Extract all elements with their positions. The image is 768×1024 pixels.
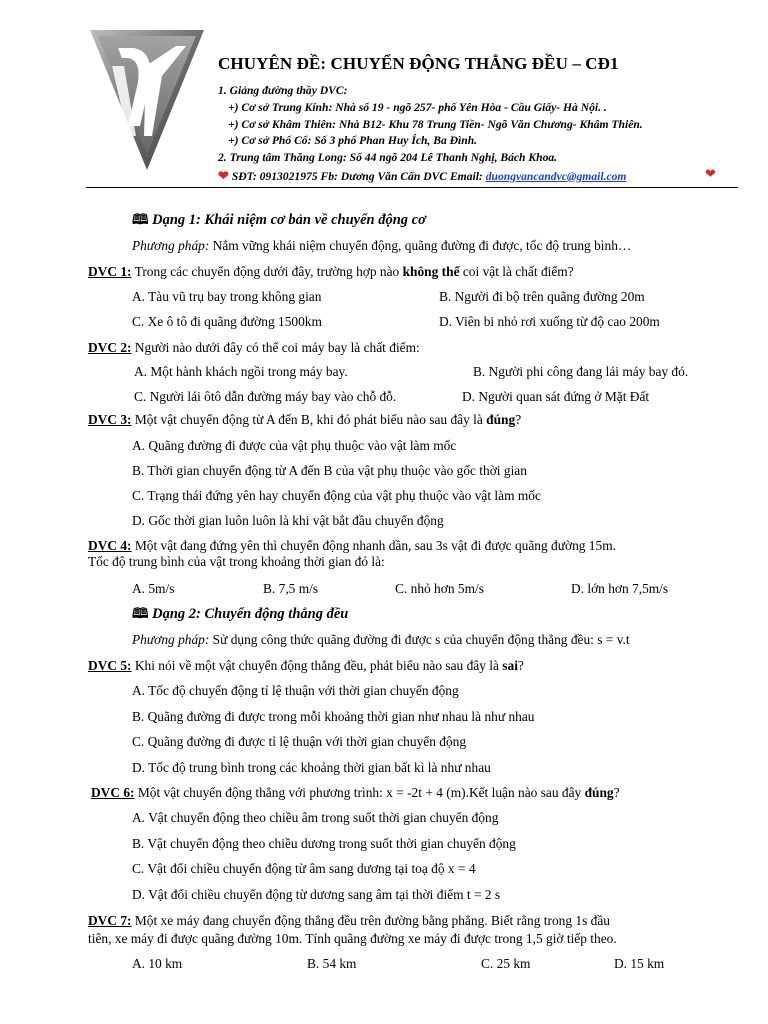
- q7-option-c: C. 25 km: [481, 956, 531, 971]
- question-text: Một vật chuyển động thẳng với phương trình: x = -2t + 4 (m).Kết luận nào sau đây: [134, 785, 585, 800]
- question-label: DVC 7:: [88, 913, 132, 928]
- header-line-2: +) Cơ sở Trung Kính: Nhà số 19 - ngõ 257- phố Yên Hòa - Cầu Giấy- Hà Nội. .: [228, 101, 607, 114]
- section-heading-dang-2: [132, 606, 348, 623]
- question-text: ?: [517, 658, 524, 673]
- question-text: Khi nói về một vật chuyển động thẳng đều, phát biểu nào sau đây là: [131, 658, 503, 673]
- q6-option-a: A. Vật chuyển động theo chiều âm trong suốt thời gian chuyển động: [132, 810, 499, 825]
- question-emphasis: sai: [502, 658, 518, 673]
- header-line-5: 2. Trung tâm Thăng Long: Số 44 ngõ 204 Lê Thanh Nghị, Bách Khoa.: [218, 151, 558, 164]
- question-text: Một xe máy đang chuyển động thẳng đều trên đường bằng phẳng. Biết rằng trong 1s đầu: [131, 913, 610, 928]
- section-heading-dang-1: [132, 212, 426, 229]
- q4-option-c: C. nhỏ hơn 5m/s: [395, 581, 484, 596]
- q4-option-a: A. 5m/s: [132, 581, 175, 596]
- q6-option-d: D. Vật đổi chiều chuyển động từ dương sang âm tại thời điểm t = 2 s: [132, 887, 501, 902]
- question-1: [88, 264, 574, 280]
- question-emphasis: đúng: [486, 412, 516, 427]
- q1-option-d: D. Viên bi nhỏ rơi xuống từ độ cao 200m: [439, 314, 660, 329]
- q3-option-c: C. Trạng thái đứng yên hay chuyển động của vật phụ thuộc vào vật làm mốc: [132, 488, 541, 503]
- method-text: Nắm vững khái niệm chuyển động, quãng đường đi được, tốc độ trung bình…: [209, 238, 632, 253]
- question-text: ?: [515, 412, 522, 427]
- method-label: Phương pháp:: [132, 238, 210, 253]
- q2-option-a: A. Một hành khách ngồi trong máy bay.: [134, 364, 348, 379]
- method-line-dang-1: [132, 238, 631, 254]
- header-line-4: +) Cơ sở Phố Cổ: Số 3 phố Phan Huy Ích, Ba Đình.: [228, 134, 478, 147]
- question-6: [91, 785, 620, 801]
- question-label: DVC 1:: [88, 264, 132, 279]
- heart-icon: ❤: [218, 168, 229, 183]
- header-line-3: +) Cơ sở Khâm Thiên: Nhà B12- Khu 78 Trung Tiền- Ngõ Văn Chương- Khâm Thiên.: [228, 118, 643, 131]
- question-label: DVC 2:: [88, 340, 132, 355]
- header-line-1: 1. Giảng đường thầy DVC:: [218, 84, 348, 97]
- q2-option-c: C. Người lái ôtô dẫn đường máy bay vào chỗ đỗ.: [134, 389, 397, 404]
- question-emphasis: đúng: [584, 785, 614, 800]
- q2-option-d: D. Người quan sát đứng ở Mặt Đất: [462, 389, 650, 404]
- book-icon: 🕮: [132, 213, 149, 228]
- question-7-line-2: tiên, xe máy đi được quãng đường 10m. Tính quãng đường xe máy đi được trong 1,5 giờ tiếp theo.: [88, 931, 617, 946]
- question-4-line-2: Tốc độ trung bình của vật trong khoảng thời gian đó là:: [88, 554, 385, 569]
- question-text: Trong các chuyển động dưới đây, trường hợp nào: [131, 264, 403, 279]
- q1-option-a: A. Tàu vũ trụ bay trong không gian: [132, 289, 322, 304]
- dvc-logo: [88, 26, 206, 172]
- q1-option-b: B. Người đi bộ trên quãng đường 20m: [439, 289, 645, 304]
- question-4: [88, 538, 616, 554]
- q7-option-d: D. 15 km: [614, 956, 665, 971]
- q3-option-d: D. Gốc thời gian luôn luôn là khi vật bắt đầu chuyển động: [132, 513, 444, 528]
- q7-option-a: A. 10 km: [132, 956, 183, 971]
- question-text: Người nào dưới đây có thể coi máy bay là chất điểm:: [131, 340, 420, 355]
- q3-option-a: A. Quãng đường đi được của vật phụ thuộc vào vật làm mốc: [132, 438, 457, 453]
- question-3: [88, 412, 521, 428]
- question-text: Một vật đang đứng yên thì chuyển động nhanh dần, sau 3s vật đi được quãng đường 15m.: [131, 538, 616, 553]
- question-text: coi vật là chất điểm?: [459, 264, 574, 279]
- q4-option-b: B. 7,5 m/s: [263, 581, 319, 596]
- heart-icon: ❤: [705, 166, 716, 181]
- method-line-dang-2: [132, 632, 630, 648]
- q2-option-b: B. Người phi công đang lái máy bay đó.: [473, 364, 689, 379]
- section-title: Dạng 2: Chuyển động thẳng đều: [152, 606, 349, 622]
- question-emphasis: không thể: [402, 264, 460, 279]
- question-label: DVC 3:: [88, 412, 132, 427]
- method-text: Sử dụng công thức quãng đường đi được s của chuyển động thẳng đều: s = v.t: [209, 632, 630, 647]
- email-link[interactable]: duongvancandvc@gmail.com: [485, 170, 627, 183]
- q7-option-b: B. 54 km: [307, 956, 357, 971]
- question-7: [88, 913, 610, 929]
- q1-option-c: C. Xe ô tô đi quãng đường 1500km: [132, 314, 322, 329]
- question-label: DVC 5:: [88, 658, 132, 673]
- method-label: Phương pháp:: [132, 632, 210, 647]
- section-title: Dạng 1: Khái niệm cơ bản về chuyển động cơ: [152, 212, 426, 228]
- question-label: DVC 4:: [88, 538, 132, 553]
- q5-option-d: D. Tốc độ trung bình trong các khoảng thời gian bất kì là như nhau: [132, 760, 491, 775]
- q6-option-c: C. Vật đổi chiều chuyển động từ âm sang dương tại toạ độ x = 4: [132, 861, 476, 876]
- document-title: CHUYÊN ĐỀ: CHUYỂN ĐỘNG THẲNG ĐỀU – CĐ1: [218, 54, 619, 73]
- question-text: ?: [613, 785, 620, 800]
- question-text: Một vật chuyển động từ A đến B, khi đó phát biểu nào sau đây là: [131, 412, 487, 427]
- book-icon: 🕮: [132, 607, 149, 622]
- contact-info: SĐT: 0913021975 Fb: Dương Văn Cẩn DVC Email:: [231, 170, 483, 183]
- question-label: DVC 6:: [91, 785, 135, 800]
- header-divider: [86, 187, 738, 188]
- q6-option-b: B. Vật chuyển động theo chiều dương trong suốt thời gian chuyển động: [132, 836, 516, 851]
- question-5: [88, 658, 524, 674]
- q4-option-d: D. lớn hơn 7,5m/s: [571, 581, 669, 596]
- q5-option-b: B. Quãng đường đi được trong mỗi khoảng thời gian như nhau là như nhau: [132, 709, 535, 724]
- q5-option-c: C. Quãng đường đi được tỉ lệ thuận với thời gian chuyển động: [132, 734, 467, 749]
- question-2: [88, 340, 420, 356]
- q5-option-a: A. Tốc độ chuyển động tỉ lệ thuận với thời gian chuyển động: [132, 683, 459, 698]
- q3-option-b: B. Thời gian chuyển động từ A đến B của vật phụ thuộc vào gốc thời gian: [132, 463, 527, 478]
- header-contact-line: [218, 168, 626, 184]
